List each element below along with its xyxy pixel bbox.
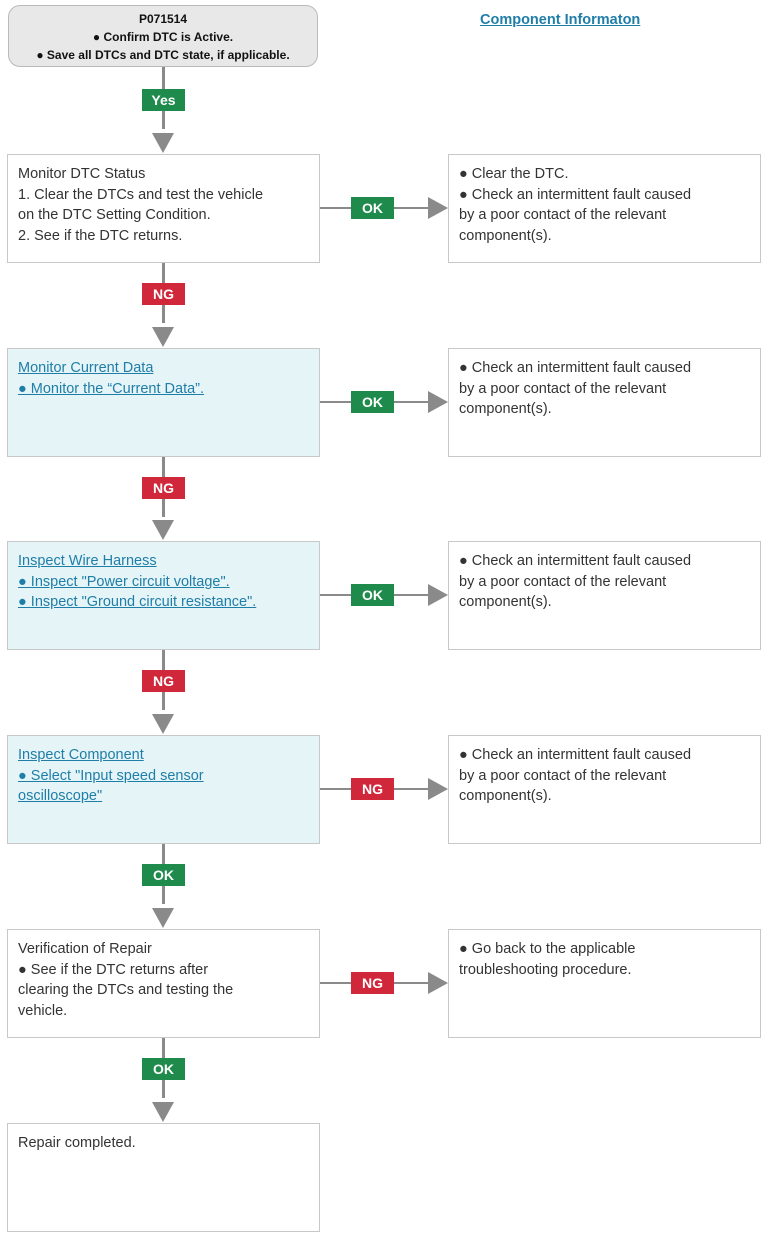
- step-title-link[interactable]: Monitor Current Data: [18, 360, 154, 376]
- result-text: component(s).: [459, 401, 552, 417]
- step-title-link[interactable]: Inspect Component: [18, 747, 144, 763]
- result-text: ● Check an intermittent fault caused: [459, 747, 692, 763]
- result-text: component(s).: [459, 594, 552, 610]
- step-title: Verification of Repair: [18, 941, 152, 957]
- result-text: component(s).: [459, 788, 552, 804]
- arrow-down-icon: [152, 133, 174, 153]
- result-box: [448, 541, 761, 650]
- result-text: by a poor contact of the relevant: [459, 380, 667, 397]
- ng-badge: NG: [142, 283, 185, 305]
- ng-badge: NG: [351, 778, 394, 800]
- step-monitor-current-data: [7, 348, 320, 457]
- result-text: by a poor contact of the relevant: [459, 573, 667, 590]
- input-speed-sensor-link[interactable]: ● Select "Input speed sensor: [18, 767, 204, 784]
- step-repair-completed: [7, 1123, 320, 1232]
- step-inspect-component: [7, 735, 320, 844]
- component-information-link[interactable]: Component Informaton: [480, 12, 641, 28]
- ng-badge: NG: [351, 972, 394, 994]
- ok-badge: OK: [351, 391, 394, 413]
- step-title-link[interactable]: Inspect Wire Harness: [18, 553, 157, 569]
- arrow-down-icon: [152, 714, 174, 734]
- ng-badge: NG: [142, 670, 185, 692]
- step-verification-of-repair: [7, 929, 320, 1038]
- step-title: Monitor DTC Status: [18, 166, 146, 182]
- ok-badge: OK: [351, 197, 394, 219]
- start-node: [8, 5, 318, 67]
- result-text: troubleshooting procedure.: [459, 961, 632, 978]
- arrow-right-icon: [428, 972, 448, 994]
- oscilloscope-link[interactable]: oscilloscope": [18, 788, 103, 804]
- arrow-right-icon: [428, 197, 448, 219]
- step-text: on the DTC Setting Condition.: [18, 207, 211, 223]
- result-box: [448, 735, 761, 844]
- dtc-code: P071514: [138, 12, 188, 26]
- result-text: by a poor contact of the relevant: [459, 207, 667, 223]
- arrow-down-icon: [152, 520, 174, 540]
- monitor-current-data-link[interactable]: ● Monitor the “Current Data”.: [18, 380, 205, 397]
- arrow-down-icon: [152, 1102, 174, 1122]
- ground-circuit-resistance-link[interactable]: ● Inspect "Ground circuit resistance".: [18, 594, 257, 610]
- step-text: ● See if the DTC returns after: [18, 961, 209, 978]
- step-inspect-wire-harness: [7, 541, 320, 650]
- ok-badge: OK: [351, 584, 394, 606]
- ng-badge: NG: [142, 477, 185, 499]
- result-text: ● Clear the DTC.: [459, 166, 569, 182]
- step-text: vehicle.: [18, 1002, 68, 1019]
- result-text: ● Check an intermittent fault caused: [459, 553, 692, 569]
- arrow-right-icon: [428, 391, 448, 413]
- arrow-down-icon: [152, 908, 174, 928]
- start-instruction-1: ● Confirm DTC is Active.: [92, 30, 234, 44]
- result-box: [448, 929, 761, 1038]
- step-title: Repair completed.: [18, 1135, 136, 1151]
- result-text: ● Check an intermittent fault caused: [459, 186, 692, 203]
- ok-badge: OK: [142, 864, 185, 886]
- step-text: 2. See if the DTC returns.: [18, 227, 183, 244]
- arrow-right-icon: [428, 778, 448, 800]
- step-text: clearing the DTCs and testing the: [18, 982, 234, 998]
- result-text: ● Check an intermittent fault caused: [459, 360, 692, 376]
- step-monitor-dtc-status: [7, 154, 320, 263]
- start-instruction-2: ● Save all DTCs and DTC state, if applicable.: [36, 48, 290, 62]
- result-box: [448, 348, 761, 457]
- power-circuit-voltage-link[interactable]: ● Inspect "Power circuit voltage".: [18, 573, 230, 590]
- result-text: ● Go back to the applicable: [459, 941, 636, 957]
- result-box: [448, 154, 761, 263]
- arrow-right-icon: [428, 584, 448, 606]
- result-text: component(s).: [459, 227, 552, 244]
- ok-badge: OK: [142, 1058, 185, 1080]
- arrow-down-icon: [152, 327, 174, 347]
- yes-badge: Yes: [142, 89, 185, 111]
- step-text: 1. Clear the DTCs and test the vehicle: [18, 186, 264, 203]
- result-text: by a poor contact of the relevant: [459, 767, 667, 784]
